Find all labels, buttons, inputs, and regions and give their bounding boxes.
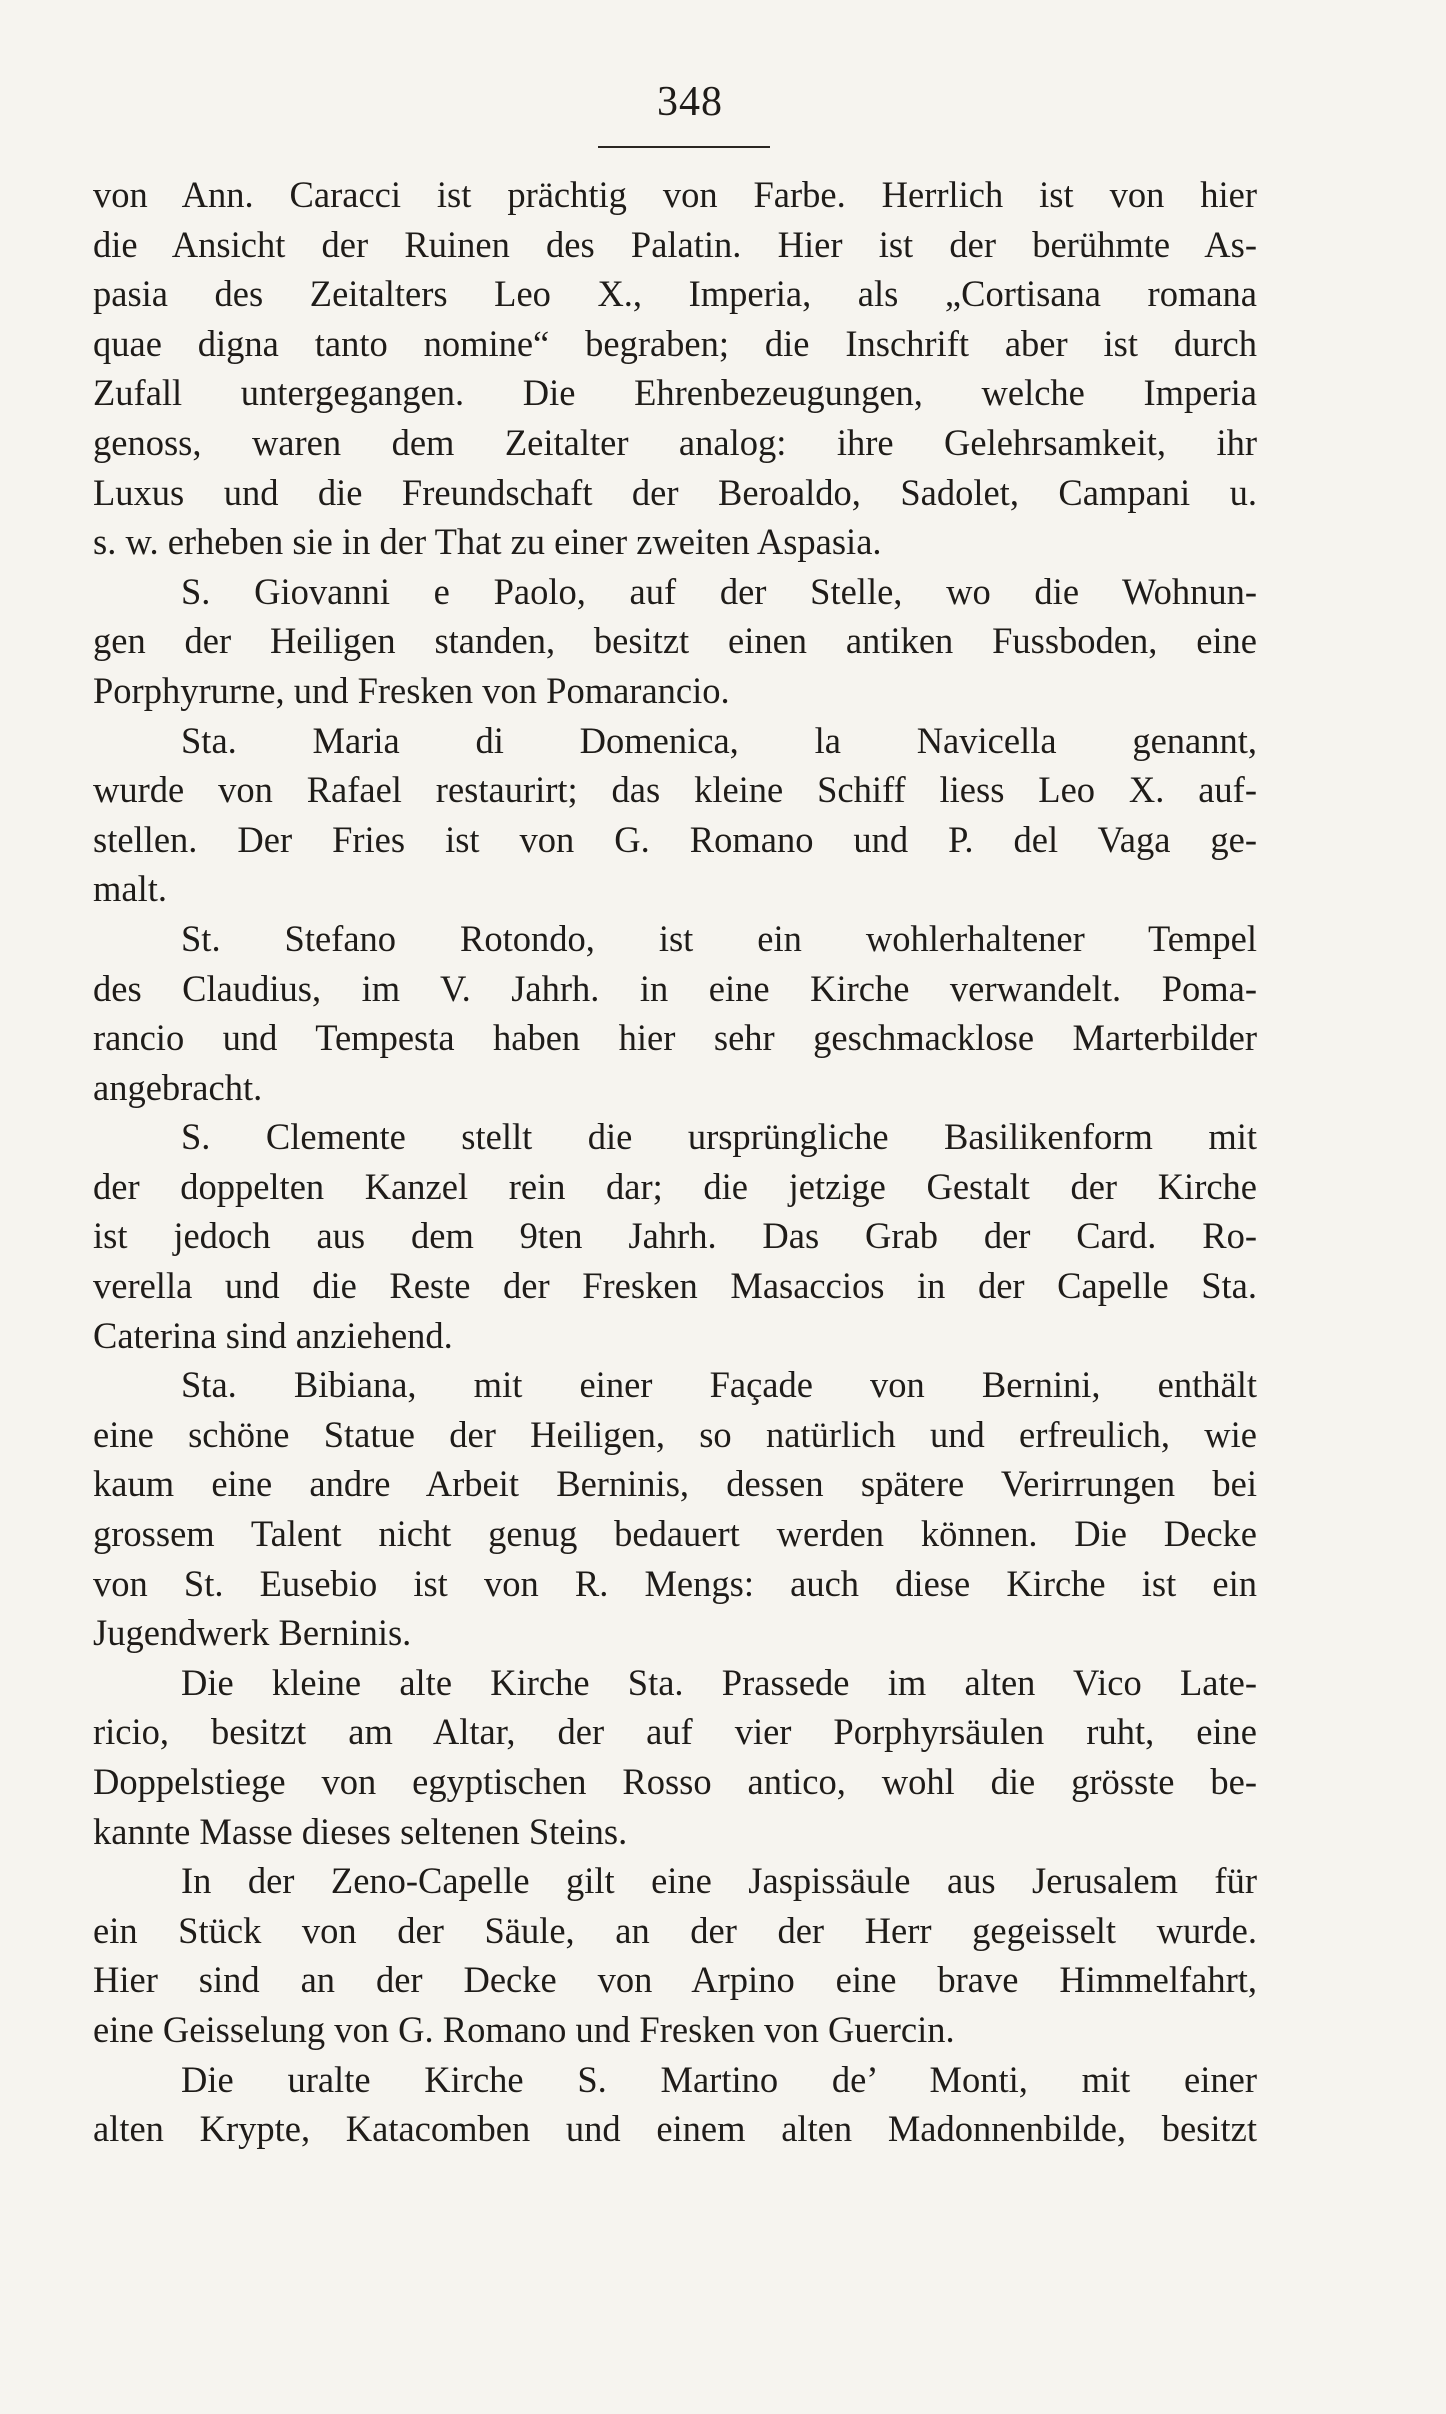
text-line: alten Krypte, Katacomben und einem alten Madonnenbilde, besitzt: [93, 2108, 1257, 2150]
text-line: Sta. Maria di Domenica, la Navicella genannt,: [181, 719, 1257, 761]
text-line: wurde von Rafael restaurirt; das kleine Schiff liess Leo X. auf-: [93, 769, 1257, 811]
text-line: des Claudius, im V. Jahrh. in eine Kirche verwandelt. Poma-: [93, 967, 1257, 1009]
text-line: S. Giovanni e Paolo, auf der Stelle, wo die Wohnun-: [181, 570, 1257, 612]
text-line: Die kleine alte Kirche Sta. Prassede im alten Vico Late-: [181, 1661, 1257, 1703]
text-line: Sta. Bibiana, mit einer Façade von Bernini, enthält: [181, 1364, 1257, 1406]
text-line: Caterina sind anziehend.: [93, 1314, 453, 1356]
text-line: quae digna tanto nomine“ begraben; die Inschrift aber ist durch: [93, 322, 1257, 364]
text-line: Hier sind an der Decke von Arpino eine brave Himmelfahrt,: [93, 1959, 1257, 2001]
text-line: verella und die Reste der Fresken Masaccios in der Capelle Sta.: [93, 1265, 1257, 1307]
text-line: Luxus und die Freundschaft der Beroaldo, Sadolet, Campani u.: [93, 471, 1257, 513]
text-line: Jugendwerk Berninis.: [93, 1612, 412, 1654]
text-line: eine schöne Statue der Heiligen, so natürlich und erfreulich, wie: [93, 1413, 1257, 1455]
text-line: gen der Heiligen standen, besitzt einen antiken Fussboden, eine: [93, 620, 1257, 662]
text-line: ricio, besitzt am Altar, der auf vier Porphyrsäulen ruht, eine: [93, 1711, 1257, 1753]
body-text: [93, 170, 1257, 2154]
text-line: genoss, waren dem Zeitalter analog: ihre Gelehrsamkeit, ihr: [93, 421, 1257, 463]
text-line: Porphyrurne, und Fresken von Pomarancio.: [93, 669, 730, 711]
text-line: von Ann. Caracci ist prächtig von Farbe. Herrlich ist von hier: [93, 174, 1257, 215]
text-line: malt.: [93, 868, 167, 910]
text-line: kannte Masse dieses seltenen Steins.: [93, 1810, 628, 1852]
text-line: Doppelstiege von egyptischen Rosso antico, wohl die grösste be-: [93, 1761, 1257, 1802]
text-line: der doppelten Kanzel rein dar; die jetzige Gestalt der Kirche: [93, 1165, 1257, 1207]
text-line: Die uralte Kirche S. Martino de’ Monti, mit einer: [181, 2058, 1257, 2100]
text-line: pasia des Zeitalters Leo X., Imperia, als „Cortisana romana: [93, 273, 1257, 315]
text-line: eine Geisselung von G. Romano und Fresken von Guercin.: [93, 2008, 955, 2050]
text-line: kaum eine andre Arbeit Berninis, dessen spätere Verirrungen bei: [93, 1463, 1257, 1505]
header-rule: [598, 146, 770, 148]
text-line: die Ansicht der Ruinen des Palatin. Hier ist der berühmte As-: [93, 223, 1257, 265]
text-line: St. Stefano Rotondo, ist ein wohlerhaltener Tempel: [181, 917, 1257, 959]
text-line: angebracht.: [93, 1066, 263, 1108]
text-line: ist jedoch aus dem 9ten Jahrh. Das Grab der Card. Ro-: [93, 1215, 1257, 1257]
page-number: 348: [657, 79, 723, 125]
text-line: von St. Eusebio ist von R. Mengs: auch diese Kirche ist ein: [93, 1562, 1257, 1604]
text-line: grossem Talent nicht genug bedauert werden können. Die Decke: [93, 1513, 1257, 1555]
text-line: ein Stück von der Säule, an der der Herr gegeisselt wurde.: [93, 1909, 1257, 1951]
text-line: In der Zeno-Capelle gilt eine Jaspissäule aus Jerusalem für: [181, 1860, 1257, 1902]
text-line: s. w. erheben sie in der That zu einer zweiten Aspasia.: [93, 521, 882, 563]
text-line: rancio und Tempesta haben hier sehr geschmacklose Marterbilder: [93, 1017, 1257, 1059]
text-line: S. Clemente stellt die ursprüngliche Basilikenform mit: [181, 1116, 1257, 1158]
text-line: stellen. Der Fries ist von G. Romano und P. del Vaga ge-: [93, 818, 1257, 860]
text-line: Zufall untergegangen. Die Ehrenbezeugungen, welche Imperia: [93, 372, 1257, 414]
